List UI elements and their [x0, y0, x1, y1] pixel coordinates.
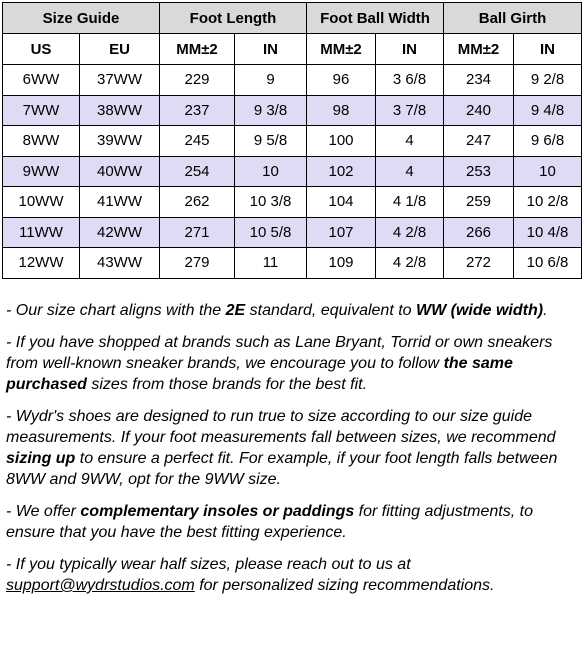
note-emphasis: complementary insoles or paddings — [80, 503, 355, 520]
note-text: - Our size chart aligns with the — [6, 302, 226, 319]
sub-header-row — [3, 34, 582, 65]
note-text: sizes from those brands for the best fit. — [86, 376, 368, 393]
header-eu: EU — [80, 34, 160, 65]
cell-ball-width-mm: 107 — [307, 217, 376, 248]
cell-ball-girth-mm: 253 — [444, 156, 514, 187]
note-text: for personalized sizing recommendations. — [194, 577, 495, 594]
table-row — [3, 248, 582, 279]
cell-ball-girth-mm: 259 — [444, 187, 514, 218]
cell-foot-length-mm: 279 — [160, 248, 235, 279]
cell-ball-width-mm: 109 — [307, 248, 376, 279]
note-emphasis: 2E — [225, 302, 246, 319]
table-row — [3, 95, 582, 126]
note-text: - We offer — [6, 503, 81, 520]
header-ball-girth-mm: MM±2 — [444, 34, 514, 65]
cell-eu: 41WW — [80, 187, 160, 218]
size-guide-table — [2, 2, 582, 279]
cell-foot-length-in: 9 5/8 — [235, 126, 307, 157]
group-header-row — [3, 3, 582, 34]
cell-us: 12WW — [3, 248, 80, 279]
note-text: - If you typically wear half sizes, please reach out to us at — [6, 556, 411, 573]
note-half-sizes — [6, 554, 582, 596]
cell-ball-width-mm: 100 — [307, 126, 376, 157]
note-text: - Wydr's shoes are designed to run true to size according to our size guide measurements. If your foot measurements fall between sizes, we recommend — [6, 408, 556, 446]
cell-eu: 43WW — [80, 248, 160, 279]
note-other-brands — [6, 332, 582, 395]
note-emphasis: WW (wide width) — [416, 302, 544, 319]
size-table-body — [3, 65, 582, 279]
header-ball-width-mm: MM±2 — [307, 34, 376, 65]
cell-eu: 38WW — [80, 95, 160, 126]
note-emphasis: the same purchased — [6, 355, 513, 393]
cell-ball-width-in: 4 — [376, 156, 444, 187]
header-size-guide: Size Guide — [3, 3, 160, 34]
table-row — [3, 65, 582, 96]
cell-ball-width-mm: 96 — [307, 65, 376, 96]
header-foot-length: Foot Length — [160, 3, 307, 34]
cell-foot-length-mm: 254 — [160, 156, 235, 187]
cell-ball-girth-in: 10 6/8 — [514, 248, 582, 279]
cell-ball-width-in: 3 6/8 — [376, 65, 444, 96]
header-foot-length-in: IN — [235, 34, 307, 65]
cell-foot-length-mm: 271 — [160, 217, 235, 248]
cell-us: 8WW — [3, 126, 80, 157]
cell-ball-width-in: 3 7/8 — [376, 95, 444, 126]
cell-foot-length-mm: 237 — [160, 95, 235, 126]
header-ball-girth: Ball Girth — [444, 3, 582, 34]
cell-ball-girth-mm: 247 — [444, 126, 514, 157]
cell-ball-girth-in: 10 — [514, 156, 582, 187]
note-text: . — [543, 302, 548, 319]
cell-foot-length-in: 10 5/8 — [235, 217, 307, 248]
cell-foot-length-mm: 245 — [160, 126, 235, 157]
cell-us: 10WW — [3, 187, 80, 218]
header-foot-ball-width: Foot Ball Width — [307, 3, 444, 34]
cell-ball-girth-in: 9 6/8 — [514, 126, 582, 157]
cell-ball-girth-mm: 240 — [444, 95, 514, 126]
cell-eu: 39WW — [80, 126, 160, 157]
header-ball-girth-in: IN — [514, 34, 582, 65]
note-width-standard — [6, 300, 582, 321]
cell-eu: 42WW — [80, 217, 160, 248]
table-row — [3, 126, 582, 157]
cell-ball-width-mm: 98 — [307, 95, 376, 126]
cell-ball-girth-in: 10 2/8 — [514, 187, 582, 218]
cell-ball-width-mm: 104 — [307, 187, 376, 218]
cell-ball-girth-mm: 266 — [444, 217, 514, 248]
cell-us: 11WW — [3, 217, 80, 248]
cell-ball-girth-in: 10 4/8 — [514, 217, 582, 248]
cell-foot-length-in: 10 — [235, 156, 307, 187]
cell-ball-width-in: 4 — [376, 126, 444, 157]
cell-foot-length-in: 9 — [235, 65, 307, 96]
note-text: standard, equivalent to — [245, 302, 416, 319]
cell-eu: 40WW — [80, 156, 160, 187]
cell-ball-width-in: 4 1/8 — [376, 187, 444, 218]
cell-eu: 37WW — [80, 65, 160, 96]
header-ball-width-in: IN — [376, 34, 444, 65]
support-email-link[interactable]: support@wydrstudios.com — [6, 577, 195, 594]
cell-foot-length-mm: 262 — [160, 187, 235, 218]
cell-us: 6WW — [3, 65, 80, 96]
cell-foot-length-mm: 229 — [160, 65, 235, 96]
cell-ball-girth-in: 9 4/8 — [514, 95, 582, 126]
cell-ball-girth-in: 9 2/8 — [514, 65, 582, 96]
cell-foot-length-in: 9 3/8 — [235, 95, 307, 126]
cell-ball-girth-mm: 272 — [444, 248, 514, 279]
cell-foot-length-in: 11 — [235, 248, 307, 279]
sizing-notes — [6, 300, 582, 607]
table-row — [3, 156, 582, 187]
cell-us: 7WW — [3, 95, 80, 126]
cell-ball-width-mm: 102 — [307, 156, 376, 187]
header-us: US — [3, 34, 80, 65]
note-insoles — [6, 501, 582, 543]
header-foot-length-mm: MM±2 — [160, 34, 235, 65]
note-true-to-size — [6, 406, 582, 490]
note-text: to ensure a perfect fit. For example, if your foot length falls between 8WW and 9WW, opt for the 9WW size. — [6, 450, 558, 488]
cell-ball-girth-mm: 234 — [444, 65, 514, 96]
cell-us: 9WW — [3, 156, 80, 187]
cell-ball-width-in: 4 2/8 — [376, 248, 444, 279]
note-text: - If you have shopped at brands such as Lane Bryant, Torrid or own sneakers from well-known sneaker brands, we encourage you to follow — [6, 334, 553, 372]
table-row — [3, 217, 582, 248]
cell-ball-width-in: 4 2/8 — [376, 217, 444, 248]
cell-foot-length-in: 10 3/8 — [235, 187, 307, 218]
note-emphasis: sizing up — [6, 450, 76, 467]
table-row — [3, 187, 582, 218]
note-text: for fitting adjustments, to ensure that you have the best fitting experience. — [6, 503, 533, 541]
